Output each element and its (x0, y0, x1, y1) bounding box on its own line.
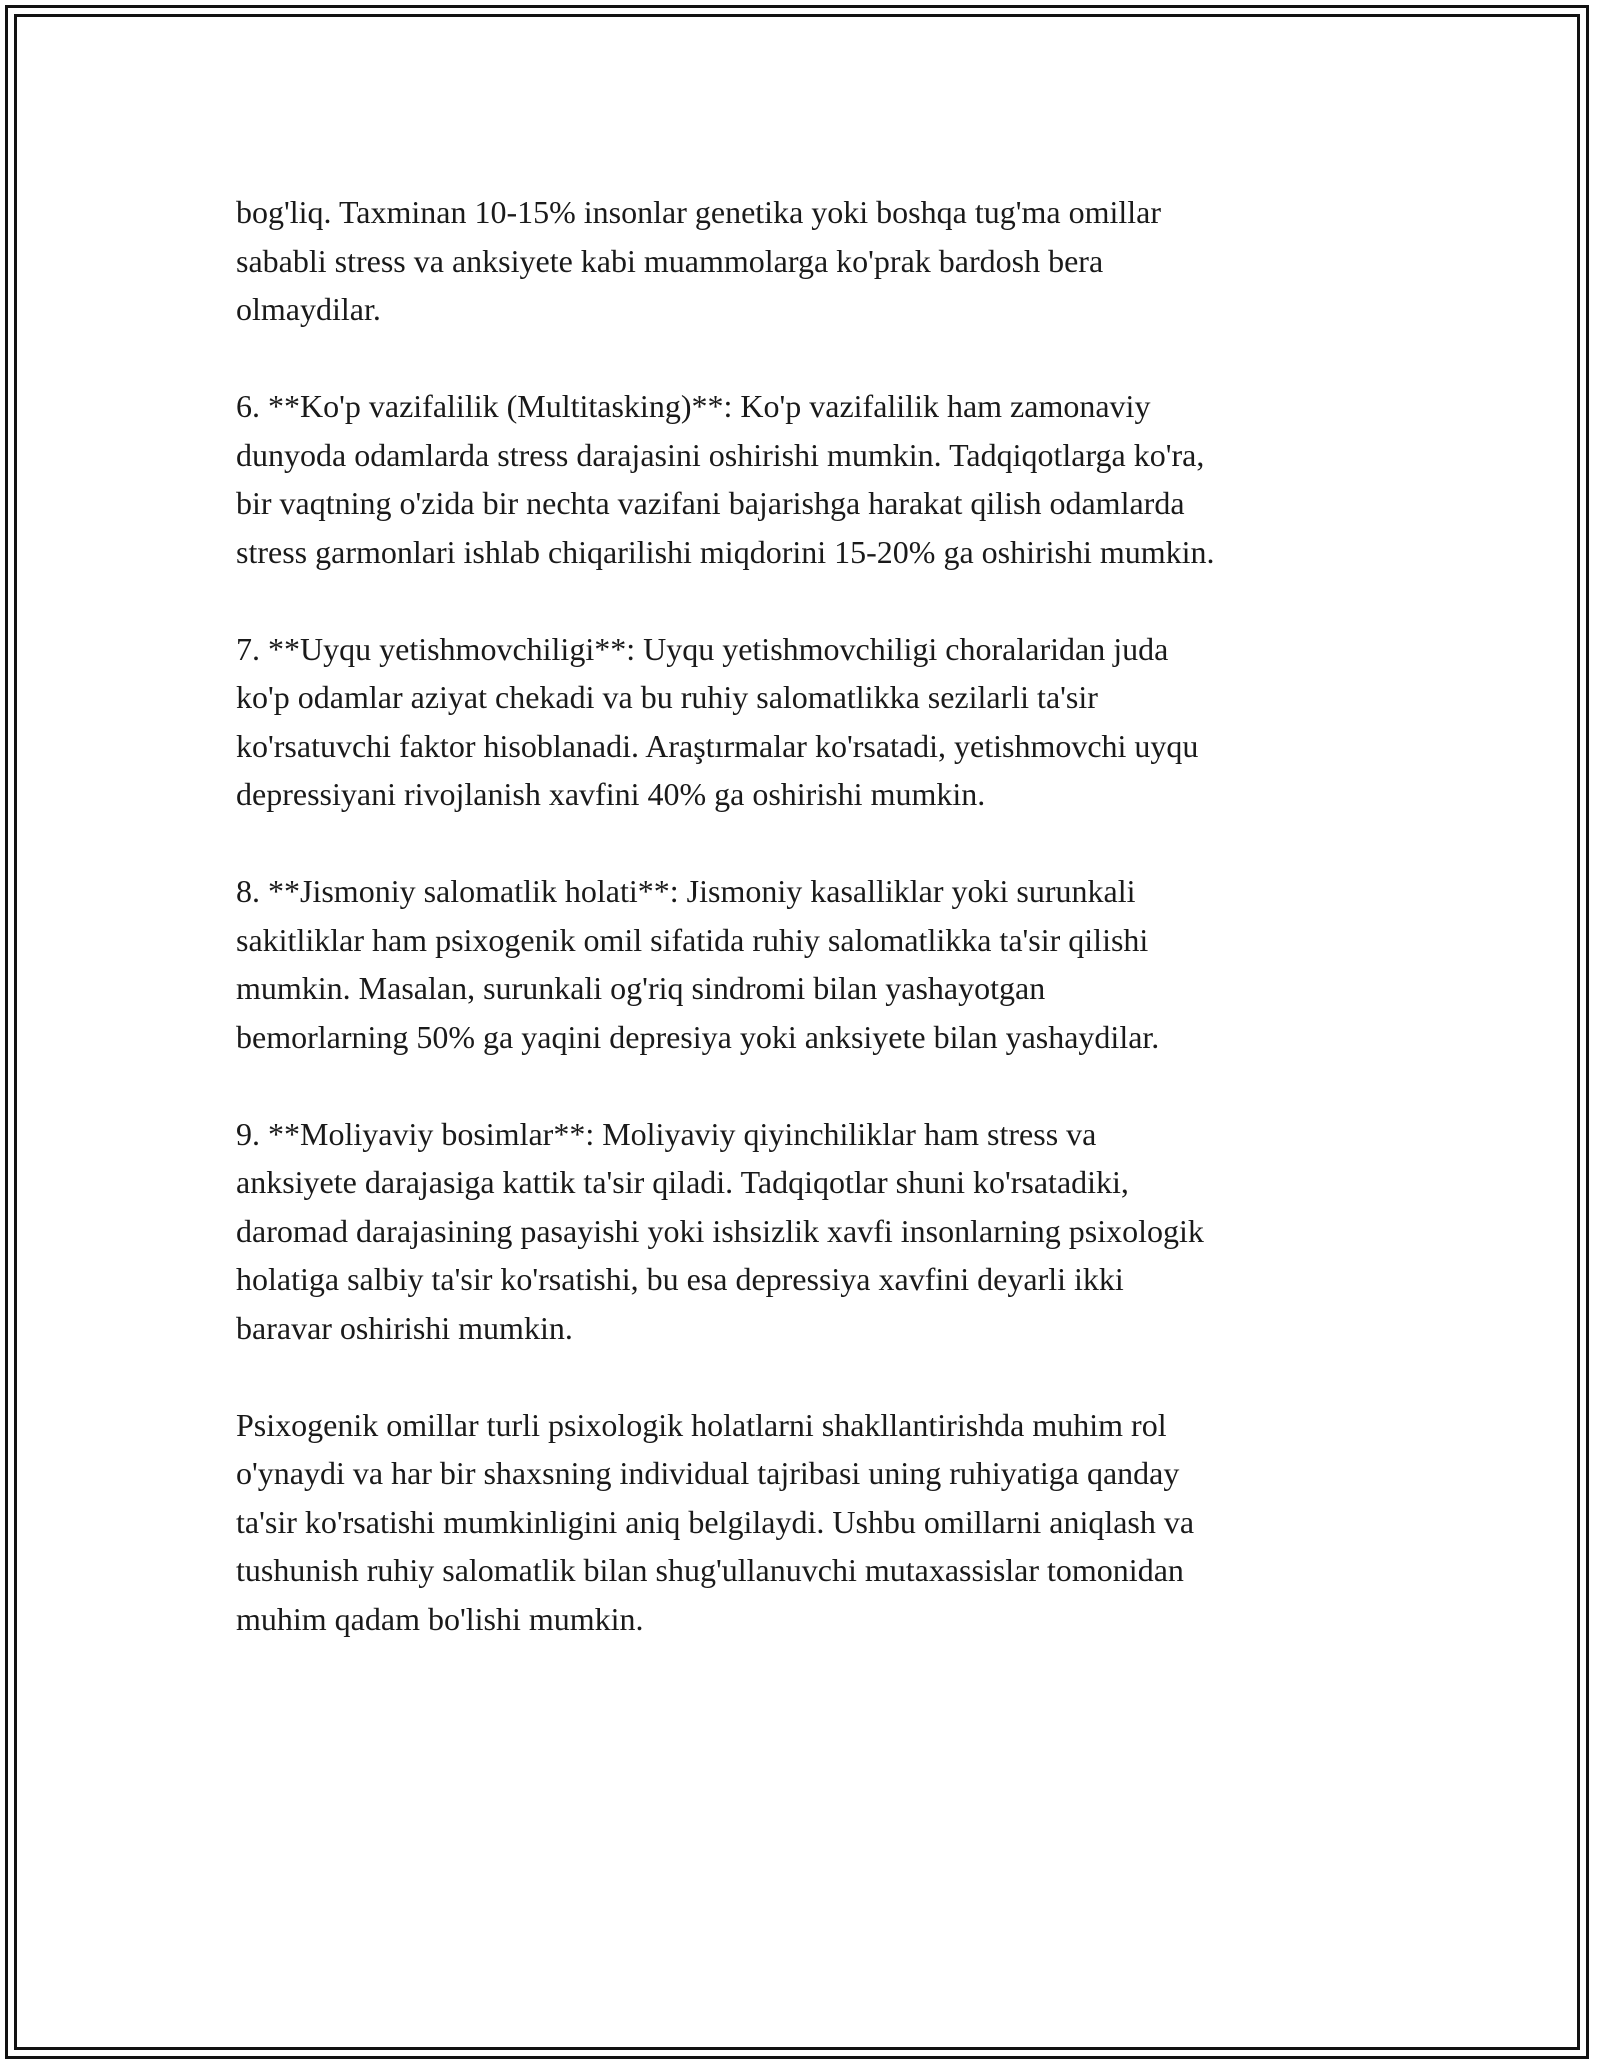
paragraph-item-9 (236, 1110, 1386, 1353)
text-line: bog'liq. Taxminan 10-15% insonlar genetika yoki boshqa tug'ma omillar (236, 194, 1161, 230)
text-line: sakitliklar ham psixogenik omil sifatida ruhiy salomatlikka ta'sir qilishi (236, 921, 1149, 958)
text-line: tushunish ruhiy salomatlik bilan shug'ullanuvchi mutaxassislar tomonidan (236, 1552, 1184, 1588)
text-line: o'ynaydi va har bir shaxsning individual tajribasi uning ruhiyatiga qanday (236, 1455, 1180, 1491)
text-line: ko'p odamlar aziyat chekadi va bu ruhiy salomatlikka sezilarli ta'sir (236, 679, 1098, 715)
text-line: 8. **Jismoniy salomatlik holati**: Jismoniy kasalliklar yoki surunkali (236, 873, 1136, 909)
text-line: 9. **Moliyaviy bosimlar**: Moliyaviy qiyinchiliklar ham stress va (236, 1115, 1097, 1152)
text-line: holatiga salbiy ta'sir ko'rsatishi, bu esa depressiya xavfini deyarli ikki (236, 1261, 1124, 1297)
text-line: olmaydilar. (236, 291, 381, 327)
text-line: bir vaqtning o'zida bir nechta vazifani bajarishga harakat qilish odamlarda (236, 485, 1185, 521)
text-line: 6. **Ko'p vazifalilik (Multitasking)**: Ko'p vazifalilik ham zamonaviy (236, 388, 1151, 424)
text-line: ko'rsatuvchi faktor hisoblanadi. Araştırmalar ko'rsatadi, yetishmovchi uyqu (236, 727, 1199, 764)
paragraph-item-6 (236, 382, 1386, 576)
paragraph-item-7 (236, 625, 1386, 819)
text-line: anksiyete darajasiga kattik ta'sir qiladi. Tadqiqotlar shuni ko'rsatadiki, (236, 1164, 1129, 1200)
text-line: ta'sir ko'rsatishi mumkinligini aniq belgilaydi. Ushbu omillarni aniqlash va (236, 1503, 1195, 1540)
text-line: baravar oshirishi mumkin. (236, 1309, 573, 1346)
text-line: dunyoda odamlarda stress darajasini oshirishi mumkin. Tadqiqotlarga ko'ra, (236, 436, 1205, 473)
text-line: mumkin. Masalan, surunkali og'riq sindromi bilan yashayotgan (236, 970, 1046, 1006)
paragraph-continuation (236, 188, 1386, 334)
text-line: sababli stress va anksiyete kabi muammolarga ko'prak bardosh bera (236, 242, 1104, 279)
text-line: 7. **Uyqu yetishmovchiligi**: Uyqu yetishmovchiligi choralaridan juda (236, 630, 1169, 667)
text-line: bemorlarning 50% ga yaqini depresiya yoki anksiyete bilan yashaydilar. (236, 1018, 1160, 1055)
document-body (236, 188, 1386, 1692)
text-line: Psixogenik omillar turli psixologik holatlarni shakllantirishda muhim rol (236, 1406, 1167, 1443)
paragraph-conclusion (236, 1401, 1386, 1644)
text-line: muhim qadam bo'lishi mumkin. (236, 1600, 644, 1637)
paragraph-item-8 (236, 867, 1386, 1061)
text-line: stress garmonlari ishlab chiqarilishi miqdorini 15-20% ga oshirishi mumkin. (236, 533, 1215, 570)
text-line: daromad darajasining pasayishi yoki ishsizlik xavfi insonlarning psixologik (236, 1212, 1204, 1249)
text-line: depressiyani rivojlanish xavfini 40% ga oshirishi mumkin. (236, 776, 986, 812)
